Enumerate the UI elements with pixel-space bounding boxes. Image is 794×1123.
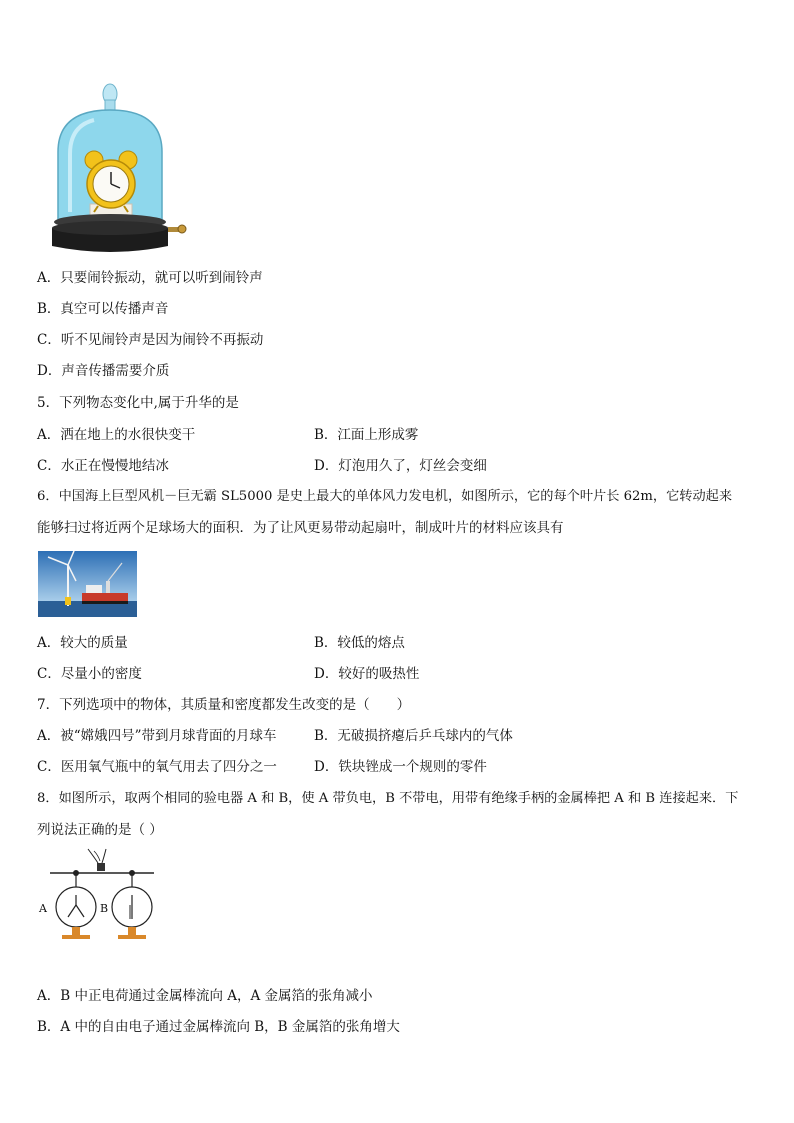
q6-option-d: D．较好的吸热性 [314, 666, 420, 682]
q8-option-a: A．B 中正电荷通过金属棒流向 A，A 金属箔的张角减小 [37, 988, 373, 1004]
q5-option-c: C．水正在慢慢地结冰 [37, 458, 169, 474]
q4-option-c: C．听不见闹铃声是因为闹铃不再振动 [37, 332, 264, 348]
q8-stem-line1: 8．如图所示，取两个相同的验电器 A 和 B，使 A 带负电，B 不带电，用带有绝缘手柄的金属棒把 A 和 B 连接起来．下 [37, 791, 739, 806]
q5-option-a: A．洒在地上的水很快变干 [37, 427, 196, 443]
q7-option-a: A．被“嫦娥四号”带到月球背面的月球车 [37, 728, 277, 744]
q6-option-a: A．较大的质量 [37, 635, 128, 651]
wind-turbine-photo [38, 551, 137, 617]
q5-option-b: B．江面上形成雾 [314, 427, 419, 443]
q4-option-d: D．声音传播需要介质 [37, 363, 170, 379]
electroscopes-figure [36, 845, 160, 945]
q7-option-d: D．铁块锉成一个规则的零件 [314, 759, 487, 775]
electroscope-label-b: B [100, 902, 109, 915]
q4-option-b: B．真空可以传播声音 [37, 301, 169, 317]
q4-option-a: A．只要闹铃振动，就可以听到闹铃声 [37, 270, 263, 286]
q8-stem-line2: 列说法正确的是（ ） [37, 822, 163, 838]
q6-option-b: B．较低的熔点 [314, 635, 405, 651]
q7-stem: 7．下列选项中的物体，其质量和密度都发生改变的是（ ） [37, 697, 411, 713]
q5-option-d: D．灯泡用久了，灯丝会变细 [314, 458, 487, 474]
q8-option-b: B．A 中的自由电子通过金属棒流向 B，B 金属箔的张角增大 [37, 1019, 400, 1035]
q6-stem-line1: 6．中国海上巨型风机－巨无霸 SL5000 是史上最大的单体风力发电机，如图所示，它的每个叶片长 62m，它转动起来 [37, 489, 733, 504]
q6-stem-line2: 能够扫过将近两个足球场大的面积．为了让风更易带动起扇叶，制成叶片的材料应该具有 [37, 520, 564, 536]
q7-option-c: C．医用氧气瓶中的氧气用去了四分之一 [37, 759, 277, 775]
bell-jar-alarm-clock-figure [48, 82, 192, 260]
q7-option-b: B．无破损挤瘪后乒乓球内的气体 [314, 728, 513, 744]
q6-option-c: C．尽量小的密度 [37, 666, 142, 682]
electroscope-label-a: A [39, 902, 47, 915]
q5-stem: 5．下列物态变化中,属于升华的是 [37, 395, 239, 411]
